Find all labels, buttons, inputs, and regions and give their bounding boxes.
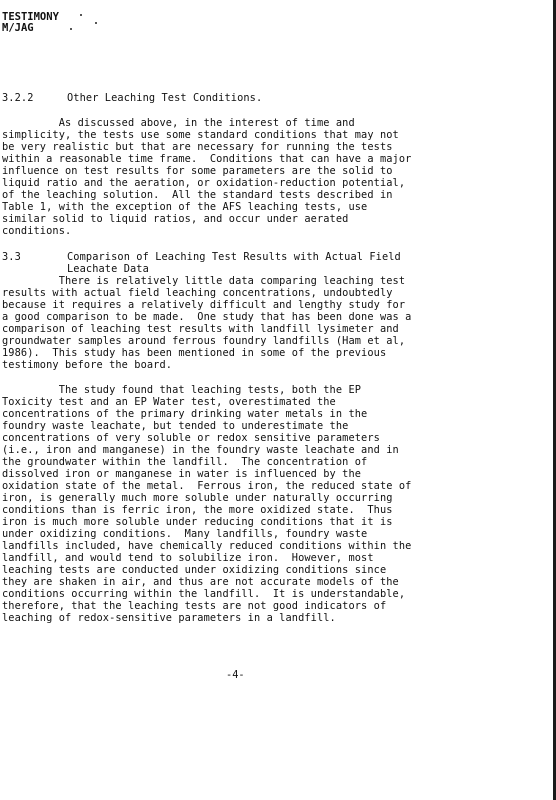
body-line: within a reasonable time frame. Conditions that can have a major bbox=[2, 153, 412, 165]
body-line: liquid ratio and the aeration, or oxidation-reduction potential, bbox=[2, 177, 406, 189]
body-line: iron is much more soluble under reducing conditions that it is bbox=[2, 516, 393, 528]
header-initials: M/JAG bbox=[2, 22, 34, 34]
body-line: concentrations of the primary drinking water metals in the bbox=[2, 408, 368, 420]
section-33-number: 3.3 bbox=[2, 251, 21, 263]
body-line: influence on test results for some parameters are the solid to bbox=[2, 165, 393, 177]
body-line: There is relatively little data comparing leaching test bbox=[2, 275, 406, 287]
body-line: The study found that leaching tests, both the EP bbox=[2, 384, 362, 396]
section-33-title-line2: Leachate Data bbox=[67, 263, 149, 275]
body-line: be very realistic but that are necessary for running the tests bbox=[2, 141, 393, 153]
body-line: testimony before the board. bbox=[2, 359, 173, 371]
body-line: 1986). This study has been mentioned in some of the previous bbox=[2, 347, 387, 359]
body-line: landfill, and would tend to solubilize iron. However, most bbox=[2, 552, 374, 564]
body-line: landfills included, have chemically reduced conditions within the bbox=[2, 540, 412, 552]
body-line: results with actual field leaching concentrations, undoubtedly bbox=[2, 287, 393, 299]
section-322-number: 3.2.2 bbox=[2, 92, 34, 104]
body-line: iron, is generally much more soluble under naturally occurring bbox=[2, 492, 393, 504]
body-line: leaching tests are conducted under oxidizing conditions since bbox=[2, 564, 387, 576]
body-line: Toxicity test and an EP Water test, overestimated the bbox=[2, 396, 336, 408]
header-testimony: TESTIMONY bbox=[2, 11, 59, 23]
body-line: the groundwater within the landfill. The concentration of bbox=[2, 456, 368, 468]
scan-speck bbox=[70, 28, 72, 30]
body-line: dissolved iron or manganese in water is influenced by the bbox=[2, 468, 362, 480]
body-line: oxidation state of the metal. Ferrous iron, the reduced state of bbox=[2, 480, 412, 492]
body-line: similar solid to liquid ratios, and occur under aerated bbox=[2, 213, 349, 225]
body-line: simplicity, the tests use some standard conditions that may not bbox=[2, 129, 399, 141]
body-line: therefore, that the leaching tests are not good indicators of bbox=[2, 600, 387, 612]
body-line: (i.e., iron and manganese) in the foundry waste leachate and in bbox=[2, 444, 399, 456]
scan-speck bbox=[80, 14, 82, 16]
body-line: Table 1, with the exception of the AFS leaching tests, use bbox=[2, 201, 368, 213]
body-line: conditions. bbox=[2, 225, 72, 237]
body-line: As discussed above, in the interest of time and bbox=[2, 117, 355, 129]
body-line: concentrations of very soluble or redox sensitive parameters bbox=[2, 432, 380, 444]
body-line: conditions than is ferric iron, the more oxidized state. Thus bbox=[2, 504, 393, 516]
body-line: under oxidizing conditions. Many landfills, foundry waste bbox=[2, 528, 368, 540]
body-line: foundry waste leachate, but tended to underestimate the bbox=[2, 420, 349, 432]
page-number: -4- bbox=[226, 669, 245, 681]
body-line: a good comparison to be made. One study that has been done was a bbox=[2, 311, 412, 323]
document-header bbox=[2, 12, 59, 34]
scan-speck bbox=[95, 22, 97, 24]
section-33-title-line1: Comparison of Leaching Test Results with Actual Field bbox=[67, 251, 401, 263]
body-line: comparison of leaching test results with landfill lysimeter and bbox=[2, 323, 399, 335]
body-line: conditions occurring within the landfill. It is understandable, bbox=[2, 588, 406, 600]
body-line: because it requires a relatively difficult and lengthy study for bbox=[2, 299, 406, 311]
body-line: they are shaken in air, and thus are not accurate models of the bbox=[2, 576, 399, 588]
body-line: leaching of redox-sensitive parameters in a landfill. bbox=[2, 612, 336, 624]
body-line: groundwater samples around ferrous foundry landfills (Ham et al, bbox=[2, 335, 406, 347]
body-line: of the leaching solution. All the standard tests described in bbox=[2, 189, 393, 201]
section-322-title: Other Leaching Test Conditions. bbox=[67, 92, 263, 104]
